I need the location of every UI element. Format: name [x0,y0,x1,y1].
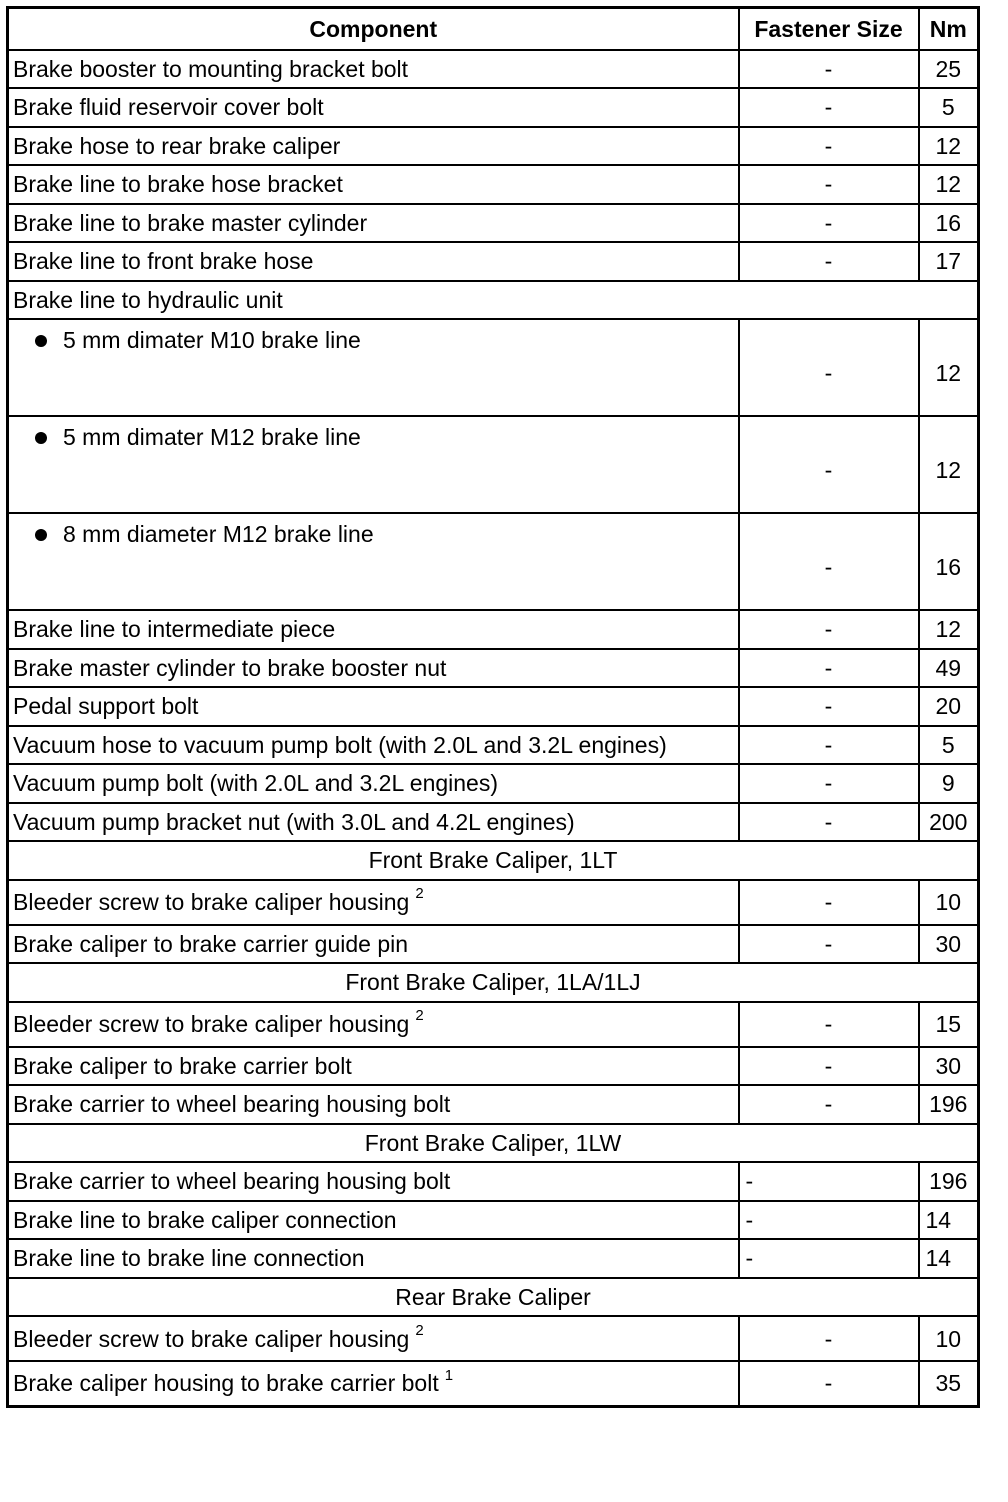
table-row [8,242,979,281]
torque-cell: 10 [919,880,979,925]
section-row [8,841,979,880]
table-row [8,50,979,89]
component-text: Bleeder screw to brake caliper housing [13,889,410,915]
torque-cell: 49 [919,649,979,688]
fastener-size-cell: - [739,513,919,610]
component-text: 8 mm diameter M12 brake line [63,521,374,547]
component-text: Bleeder screw to brake caliper housing [13,1011,410,1037]
component-cell [8,1002,739,1047]
fastener-size-cell: - [739,50,919,89]
torque-cell: 196 [919,1085,979,1124]
component-cell: Brake line to brake caliper connection [8,1201,739,1240]
component-cell [8,513,739,610]
torque-cell: 17 [919,242,979,281]
torque-cell: 30 [919,1047,979,1086]
fastener-size-cell: - [739,726,919,765]
component-cell [8,1316,739,1361]
component-text: Brake caliper housing to brake carrier bolt [13,1370,439,1397]
torque-cell: 12 [919,165,979,204]
table-row [8,1201,979,1240]
footnote-ref: 2 [415,1321,424,1339]
bullet-icon [35,529,47,541]
table-row [8,610,979,649]
torque-cell: 15 [919,1002,979,1047]
component-cell [8,416,739,513]
torque-cell: 25 [919,50,979,89]
fastener-size-cell: - [739,649,919,688]
torque-spec-table [6,6,980,1408]
component-cell: Vacuum pump bracket nut (with 3.0L and 4.2L engines) [8,803,739,842]
table-row [8,649,979,688]
table-row [8,1239,979,1278]
torque-cell: 5 [919,726,979,765]
table-row [8,1316,979,1361]
table-row [8,1002,979,1047]
fastener-size-cell: - [739,880,919,925]
section-title: Rear Brake Caliper [8,1278,979,1317]
component-text: 5 mm dimater M12 brake line [63,424,361,450]
fastener-size-cell: - [739,803,919,842]
table-row [8,1085,979,1124]
table-row [8,1361,979,1406]
component-cell [8,1361,739,1406]
component-text: Bleeder screw to brake caliper housing [13,1325,410,1352]
table-row [8,127,979,166]
fastener-size-cell: - [739,1201,919,1240]
fastener-size-cell: - [739,1316,919,1361]
torque-cell: 30 [919,925,979,964]
fastener-size-cell: - [739,925,919,964]
torque-cell: 14 [919,1201,979,1240]
fastener-size-cell: - [739,1047,919,1086]
torque-cell: 14 [919,1239,979,1278]
subheading-row [8,281,979,320]
fastener-size-cell: - [739,88,919,127]
component-cell: Brake carrier to wheel bearing housing bolt [8,1162,739,1201]
fastener-size-cell: - [739,1002,919,1047]
table-row [8,803,979,842]
table-row [8,319,979,416]
component-cell: Brake caliper to brake carrier guide pin [8,925,739,964]
fastener-size-cell: - [739,610,919,649]
fastener-size-cell: - [739,1085,919,1124]
component-cell [8,880,739,925]
torque-cell: 12 [919,610,979,649]
component-cell: Pedal support bolt [8,687,739,726]
torque-cell: 35 [919,1361,979,1406]
component-cell: Brake hose to rear brake caliper [8,127,739,166]
table-row [8,204,979,243]
table-row [8,416,979,513]
component-cell: Vacuum pump bolt (with 2.0L and 3.2L engines) [8,764,739,803]
component-cell: Brake booster to mounting bracket bolt [8,50,739,89]
torque-cell: 200 [919,803,979,842]
table-row [8,1047,979,1086]
torque-cell: 12 [919,319,979,416]
fastener-size-cell: - [739,319,919,416]
component-cell: Brake line to intermediate piece [8,610,739,649]
component-cell: Brake master cylinder to brake booster nut [8,649,739,688]
fastener-size-cell: - [739,687,919,726]
footnote-ref: 2 [415,1007,424,1025]
header-component: Component [8,8,739,50]
fastener-size-cell: - [739,127,919,166]
torque-cell: 10 [919,1316,979,1361]
torque-cell: 12 [919,416,979,513]
torque-cell: 5 [919,88,979,127]
fastener-size-cell: - [739,1162,919,1201]
table-row [8,687,979,726]
header-nm: Nm [919,8,979,50]
table-row [8,1162,979,1201]
component-cell [8,319,739,416]
footnote-ref: 1 [444,1366,454,1384]
fastener-size-cell: - [739,764,919,803]
footnote-ref: 2 [415,885,424,903]
fastener-size-cell: - [739,1239,919,1278]
bullet-icon [35,335,47,347]
section-row [8,1124,979,1163]
torque-cell: 20 [919,687,979,726]
component-cell: Brake fluid reservoir cover bolt [8,88,739,127]
component-cell: Brake caliper to brake carrier bolt [8,1047,739,1086]
component-cell: Brake line to brake hose bracket [8,165,739,204]
fastener-size-cell: - [739,242,919,281]
header-row [8,8,979,50]
table-row [8,880,979,925]
table-row [8,925,979,964]
component-cell: Brake line to front brake hose [8,242,739,281]
section-row [8,963,979,1002]
table-row [8,764,979,803]
fastener-size-cell: - [739,204,919,243]
fastener-size-cell: - [739,1361,919,1406]
fastener-size-cell: - [739,416,919,513]
table-row [8,165,979,204]
torque-cell: 16 [919,204,979,243]
section-row [8,1278,979,1317]
torque-cell: 16 [919,513,979,610]
component-cell: Vacuum hose to vacuum pump bolt (with 2.0L and 3.2L engines) [8,726,739,765]
component-cell: Brake line to brake master cylinder [8,204,739,243]
table-row [8,88,979,127]
component-text: 5 mm dimater M10 brake line [63,327,361,353]
section-title: Front Brake Caliper, 1LA/1LJ [8,963,979,1002]
bullet-icon [35,432,47,444]
header-fastener-size: Fastener Size [739,8,919,50]
component-cell: Brake line to brake line connection [8,1239,739,1278]
torque-cell: 196 [919,1162,979,1201]
section-title: Front Brake Caliper, 1LT [8,841,979,880]
subheading-cell: Brake line to hydraulic unit [8,281,979,320]
torque-cell: 12 [919,127,979,166]
table-row [8,513,979,610]
torque-cell: 9 [919,764,979,803]
fastener-size-cell: - [739,165,919,204]
section-title: Front Brake Caliper, 1LW [8,1124,979,1163]
component-cell: Brake carrier to wheel bearing housing bolt [8,1085,739,1124]
table-row [8,726,979,765]
